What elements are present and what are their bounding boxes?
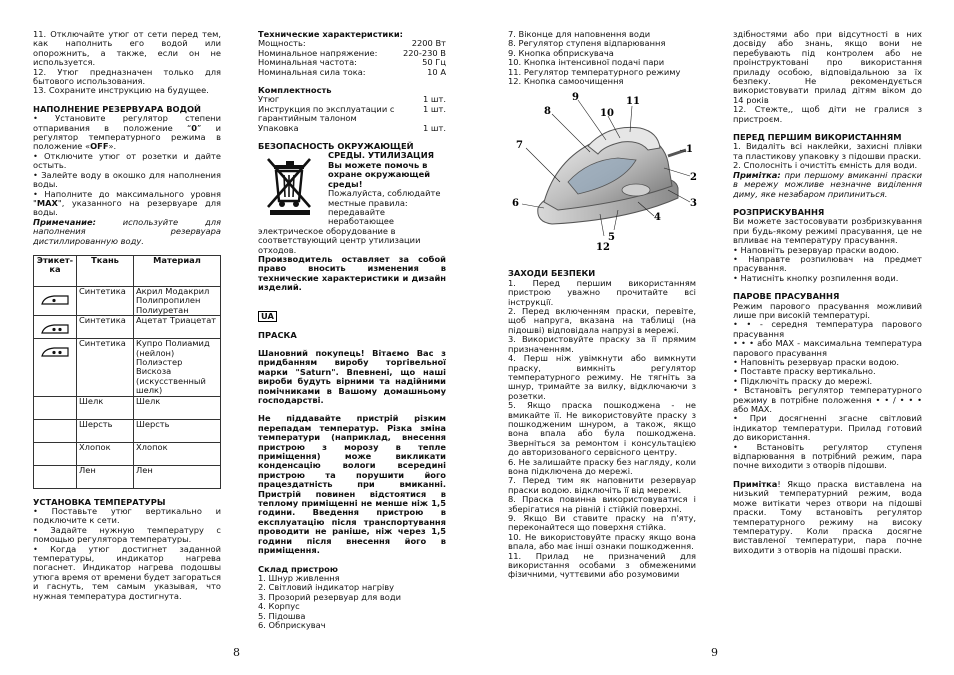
fill-step-1: • Установите регулятор степени отпаривания в положение “0” и регулятор температурного режима в положение «OFF».	[33, 113, 221, 152]
spray-step-2: • Направте розпилювач на предмет прасування.	[733, 253, 922, 274]
list-item: 11. Регулятор температурного режиму	[508, 66, 681, 77]
spray-intro: Ви можете застосовувати розбризкування при будь-якому режимі прасування, це не впливає на температуру прасування.	[733, 216, 922, 246]
spec-value: 1 шт.	[423, 94, 446, 105]
first-use-step-2: 2. Сполосніть і очистіть ємність для води.	[733, 160, 918, 171]
table-row	[34, 442, 221, 465]
steam-intro: Режим парового прасування можливий лише при високій температурі.	[733, 300, 922, 320]
list-item: 11. Прилад не призначений для використання особами з обмеженими фізичними, чуттєвими або розумовими	[508, 550, 696, 580]
fill-heading: НАПОЛНЕНИЕ РЕЗЕРВУАРА ВОДОЙ	[33, 103, 201, 114]
eco-heading-2: СРЕДЫ. УТИЛИЗАЦИЯ	[328, 150, 435, 161]
page-number-right: 9	[711, 646, 718, 659]
list-item: 2. Світловий індикатор нагріву	[258, 582, 395, 593]
eco-maker-note: Производитель оставляет за собой право вносить изменения в технические характеристики и дизайн изделий.	[258, 253, 446, 293]
column-1	[33, 30, 221, 601]
ru-rule-11: 11. Отключайте утюг от сети перед тем, как наполнить его водой или опорожнить, а также, если он не используется.	[33, 29, 221, 68]
table-cell-fabric: Синтетика	[77, 316, 134, 339]
spec-value: 1 шт.	[423, 103, 446, 114]
eco-heading: БЕЗОПАСНОСТЬ ОКРУЖАЮЩЕЙ	[258, 141, 414, 152]
list-item: 5. Підошва	[258, 610, 306, 621]
parts-list-continued	[508, 30, 696, 86]
table-cell-fabric: Синтетика	[77, 339, 134, 396]
table-cell-material: Купро Полиамид (нейлон) Полиэстер Вискоза (искусственный шелк)	[134, 339, 221, 396]
list-item: 4. Корпус	[258, 601, 300, 612]
ua-language-badge: UA	[258, 311, 277, 322]
steam-step-3: • Підключіть праску до мережі.	[733, 375, 873, 386]
fill-note: Примечание: используйте для наполнения резервуара дистиллированную воду.	[33, 216, 221, 246]
spec-heading: Технические характеристики:	[258, 29, 403, 39]
list-item: 7. Перед тим як наповнити резервуар праски водою. відключіть її від мережі.	[508, 475, 696, 495]
table-cell-material: Ацетат Триацетат	[134, 316, 221, 339]
first-use-heading: ПЕРЕД ПЕРШИМ ВИКОРИСТАННЯМ	[733, 132, 902, 143]
kit-list	[258, 95, 446, 133]
crossed-bin-icon	[258, 153, 322, 215]
spec-value: 220-230 В	[403, 47, 446, 58]
table-header: Этикет-ка	[34, 255, 77, 286]
figure-label: 7	[516, 140, 523, 152]
table-cell-material: Лен	[134, 465, 221, 488]
figure-label: 2	[690, 172, 697, 184]
table-row	[34, 419, 221, 442]
ua-greeting: Шановний покупець! Вітаємо Вас з придбанням виробу торгівельної марки "Saturn". Впевнені, що наші вироби будуть вірними та надійними помічниками в Вашому домашньому господарстві.	[258, 347, 446, 405]
table-cell-label	[34, 442, 77, 465]
table-cell-label	[34, 286, 77, 315]
figure-label: 11	[626, 96, 640, 108]
figure-label: 1	[686, 144, 693, 156]
list-item: 10. Кнопка інтенсивної подачі пари	[508, 57, 665, 68]
list-item: 4. Перш ніж увімкнути або вимкнути праску, вимкніть регулятор температурного режиму. Не тягніть за шнур, тримайте за вилку, відключаючи з розетки.	[508, 353, 696, 401]
parts-heading: Склад пристрою	[258, 563, 338, 574]
table-cell-material: Хлопок	[134, 442, 221, 465]
spec-value: 50 Гц	[422, 57, 446, 68]
spec-value: 1 шт.	[423, 122, 446, 133]
fabric-table	[33, 255, 221, 489]
spec-row	[258, 68, 446, 77]
fill-step-4: • Наполните до максимального уровня "MAX", указанного на резервуаре для воды.	[33, 188, 221, 218]
table-row	[34, 339, 221, 396]
spec-label: Утюг	[258, 94, 280, 105]
figure-label: 3	[690, 198, 697, 210]
spec-label: Мощность:	[258, 38, 306, 49]
column-4	[733, 30, 922, 555]
safety-list	[508, 279, 696, 580]
ua-warning: Не піддавайте пристрій різким перепадам температур. Різка зміна температури (наприклад, внесення пристрою з морозу в тепле приміщення) може викликати конденсацію вологи всередині пристрою та порушити його працездатність при вмиканні. Пристрій повинен відстоятися в теплому приміщенні не менше ніж 1,5 години. Введення пристрою в експлуатацію після транспортування проводити не раніше, ніж через 1,5 години після внесення його в приміщення.	[258, 413, 446, 556]
list-item: 1. Шнур живлення	[258, 572, 340, 583]
steam-step-5: • При досягненні згасне світловий індикатор температури. Прилад готовий до використання.	[733, 413, 922, 443]
table-cell-material: Акрил Модакрил Полипропилен Полиуретан	[134, 286, 221, 315]
list-item: 6. Обприскувач	[258, 619, 326, 630]
ru-rule-13: 13. Сохраните инструкцию на будущее.	[33, 85, 209, 96]
list-item: 1. Перед першим використанням пристрою уважно прочитайте всі інструкції.	[508, 277, 696, 307]
figure-label: 9	[572, 92, 579, 104]
table-cell-label	[34, 465, 77, 488]
spec-label: Номинальное напряжение:	[258, 47, 378, 58]
table-cell-fabric: Шелк	[77, 396, 134, 419]
fill-step-3: • Залейте воду в окошко для наполнения воды.	[33, 169, 221, 190]
table-cell-label	[34, 396, 77, 419]
list-item: 2. Перед включенням праски, перевіте, щоб напруга, вказана на таблиці (на підошві) відповідала напрузі в мережі.	[508, 306, 696, 335]
ua-rule-11-cont: здібностями або при відсутності в них досвіду або знань, якщо вони не перебувають під контролем або не проінструктовані про використання приладу особою, відповідальною за їх безпеку. Не рекомендується використовувати прилад дітям віком до 14 років	[733, 29, 922, 105]
spec-row	[258, 124, 446, 133]
spec-value: 2200 Вт	[411, 38, 446, 49]
list-item: 3. Прозорий резервуар для води	[258, 591, 402, 602]
list-item: 12. Кнопка самоочищення	[508, 76, 624, 87]
first-use-note: Примітка: при першому вмиканні праски в мережу можливе незначне виділення диму, яке незабаром припиниться.	[733, 169, 922, 199]
temp-step-2: • Задайте нужную температуру с помощью регулятора температуры.	[33, 524, 221, 545]
iron-temp-icon	[40, 293, 70, 307]
table-header: Ткань	[77, 255, 134, 286]
list-item: 9. Якщо Ви ставите праску на п'яту, переконайтеся що поверхня стійка.	[508, 513, 696, 533]
spec-label: Инструкция по эксплуатации с гарантийным талоном	[258, 103, 395, 124]
eco-text: Пожалуйста, соблюдайте местные правила: передавайте неработающее электрическое оборудование в соответствующий центр утилизации отходов.	[258, 188, 441, 255]
kit-heading: Комплектность	[258, 85, 332, 96]
spec-value: 10 А	[427, 66, 446, 77]
table-cell-fabric: Синтетика	[77, 286, 134, 315]
list-item: 7. Віконце для наповнення води	[508, 29, 651, 39]
table-row	[34, 286, 221, 315]
iron-dial	[622, 184, 650, 196]
table-cell-fabric: Лен	[77, 465, 134, 488]
figure-label: 5	[608, 232, 615, 244]
page-number-left: 8	[233, 646, 240, 659]
list-item: 9. Кнопка обприскувача	[508, 47, 614, 58]
spec-label: Упаковка	[258, 122, 299, 133]
spec-row	[258, 105, 446, 124]
table-header: Материал	[134, 255, 221, 286]
first-use-step-1: 1. Видаліть всі наклейки, захисні плівки та пластикову упаковку з підошви праски.	[733, 141, 922, 161]
table-cell-label	[34, 419, 77, 442]
figure-label: 8	[544, 106, 551, 118]
list-item: 10. Не використовуйте праску якщо вона впала, або має інші ознаки пошкодження.	[508, 531, 696, 552]
safety-heading: ЗАХОДИ БЕЗПЕКИ	[508, 268, 596, 279]
temp-step-3: • Когда утюг достигнет заданной температуры, индикатор нагрева погаснет. Индикатор нагрева подошвы утюга время от времени будет загораться и гаснуть, тем самым указывая, что нужная температура достигнута.	[33, 543, 221, 601]
steam-note: Примітка! Якщо праска виставлена на низький температурний режим, вода може витікати через отвори на підошві праски. Тому встановіть регулятор температурного режиму на високу температуру. Коли праска досягне виставленої температури, пара почне виходити з отворів на підошві праски.	[733, 478, 922, 555]
figure-label: 12	[596, 242, 610, 254]
steam-step-1: • Наповніть резервуар праски водою.	[733, 357, 900, 367]
spray-step-1: • Наповніть резервуар праски водою.	[733, 244, 900, 255]
spec-label: Номинальная частота:	[258, 57, 357, 68]
steam-heading: ПАРОВЕ ПРАСУВАННЯ	[733, 291, 840, 302]
figure-label: 4	[654, 212, 661, 224]
ua-title: ПРАСКА	[258, 329, 297, 340]
steam-step-4: • Встановіть регулятор температурного режиму в потрібне положення • • / • • • або MAX.	[733, 385, 922, 415]
ru-rule-12: 12. Утюг предназначен только для бытового использования.	[33, 66, 221, 87]
list-item: 8. Праска повинна використовуватися і зберігатися на рівній і стійкій поверхні.	[508, 494, 696, 514]
list-item: 3. Використовуйте праску за її прямим призначенням.	[508, 334, 696, 354]
temp-step-1: • Поставьте утюг вертикально и подключите к сети.	[33, 506, 221, 526]
table-cell-material: Шелк	[134, 396, 221, 419]
spec-label: Номинальная сила тока:	[258, 66, 366, 77]
figure-label: 10	[600, 108, 614, 120]
eco-callout: Вы можете помочь в охране окружающей среды!	[328, 159, 431, 189]
table-cell-label	[34, 316, 77, 339]
iron-temp-icon	[40, 322, 70, 336]
spray-step-3: • Натисніть кнопку розпилення води.	[733, 272, 899, 283]
column-2	[258, 30, 446, 630]
table-row	[34, 396, 221, 419]
figure-label: 6	[512, 198, 519, 210]
fill-step-2: • Отключите утюг от розетки и дайте остыть.	[33, 150, 221, 171]
iron-diagram	[508, 90, 696, 260]
ua-rule-12: 12. Стежте,, щоб діти не гралися з пристроєм.	[733, 104, 922, 124]
table-cell-label	[34, 339, 77, 396]
spray-heading: РОЗПРИСКУВАННЯ	[733, 206, 825, 217]
steam-level-medium: • • - середня температура парового прасування	[733, 319, 922, 339]
list-item: 5. Якщо праска пошкоджена - не вмикайте її. Не використовуйте праску з пошкодженим шнуром, а також, якщо вона впала або була пошкоджена. Зверніться за ремонтом і консультацією до авторизованого сервісного центру.	[508, 400, 696, 458]
list-item: 6. Не залишайте праску без нагляду, коли вона підключена до мережі.	[508, 456, 696, 476]
steam-step-6: • Встановіть регулятор ступеня відпарювання в потрібний режим, пара почне виходити з отворів підошви.	[733, 441, 922, 471]
table-cell-fabric: Хлопок	[77, 442, 134, 465]
table-row	[34, 465, 221, 488]
table-cell-fabric: Шерсть	[77, 419, 134, 442]
table-cell-material: Шерсть	[134, 419, 221, 442]
steam-level-max: • • • або MAX - максимальна температура парового прасування	[733, 338, 922, 358]
steam-step-2: • Поставте праску вертикально.	[733, 366, 876, 377]
table-row	[34, 316, 221, 339]
column-3	[508, 30, 696, 580]
spec-list	[258, 39, 446, 77]
temp-heading: УСТАНОВКА ТЕМПЕРАТУРЫ	[33, 496, 166, 507]
list-item: 8. Регулятор ступеня відпарювання	[508, 38, 666, 49]
iron-temp-icon	[40, 345, 70, 359]
parts-list	[258, 574, 446, 630]
